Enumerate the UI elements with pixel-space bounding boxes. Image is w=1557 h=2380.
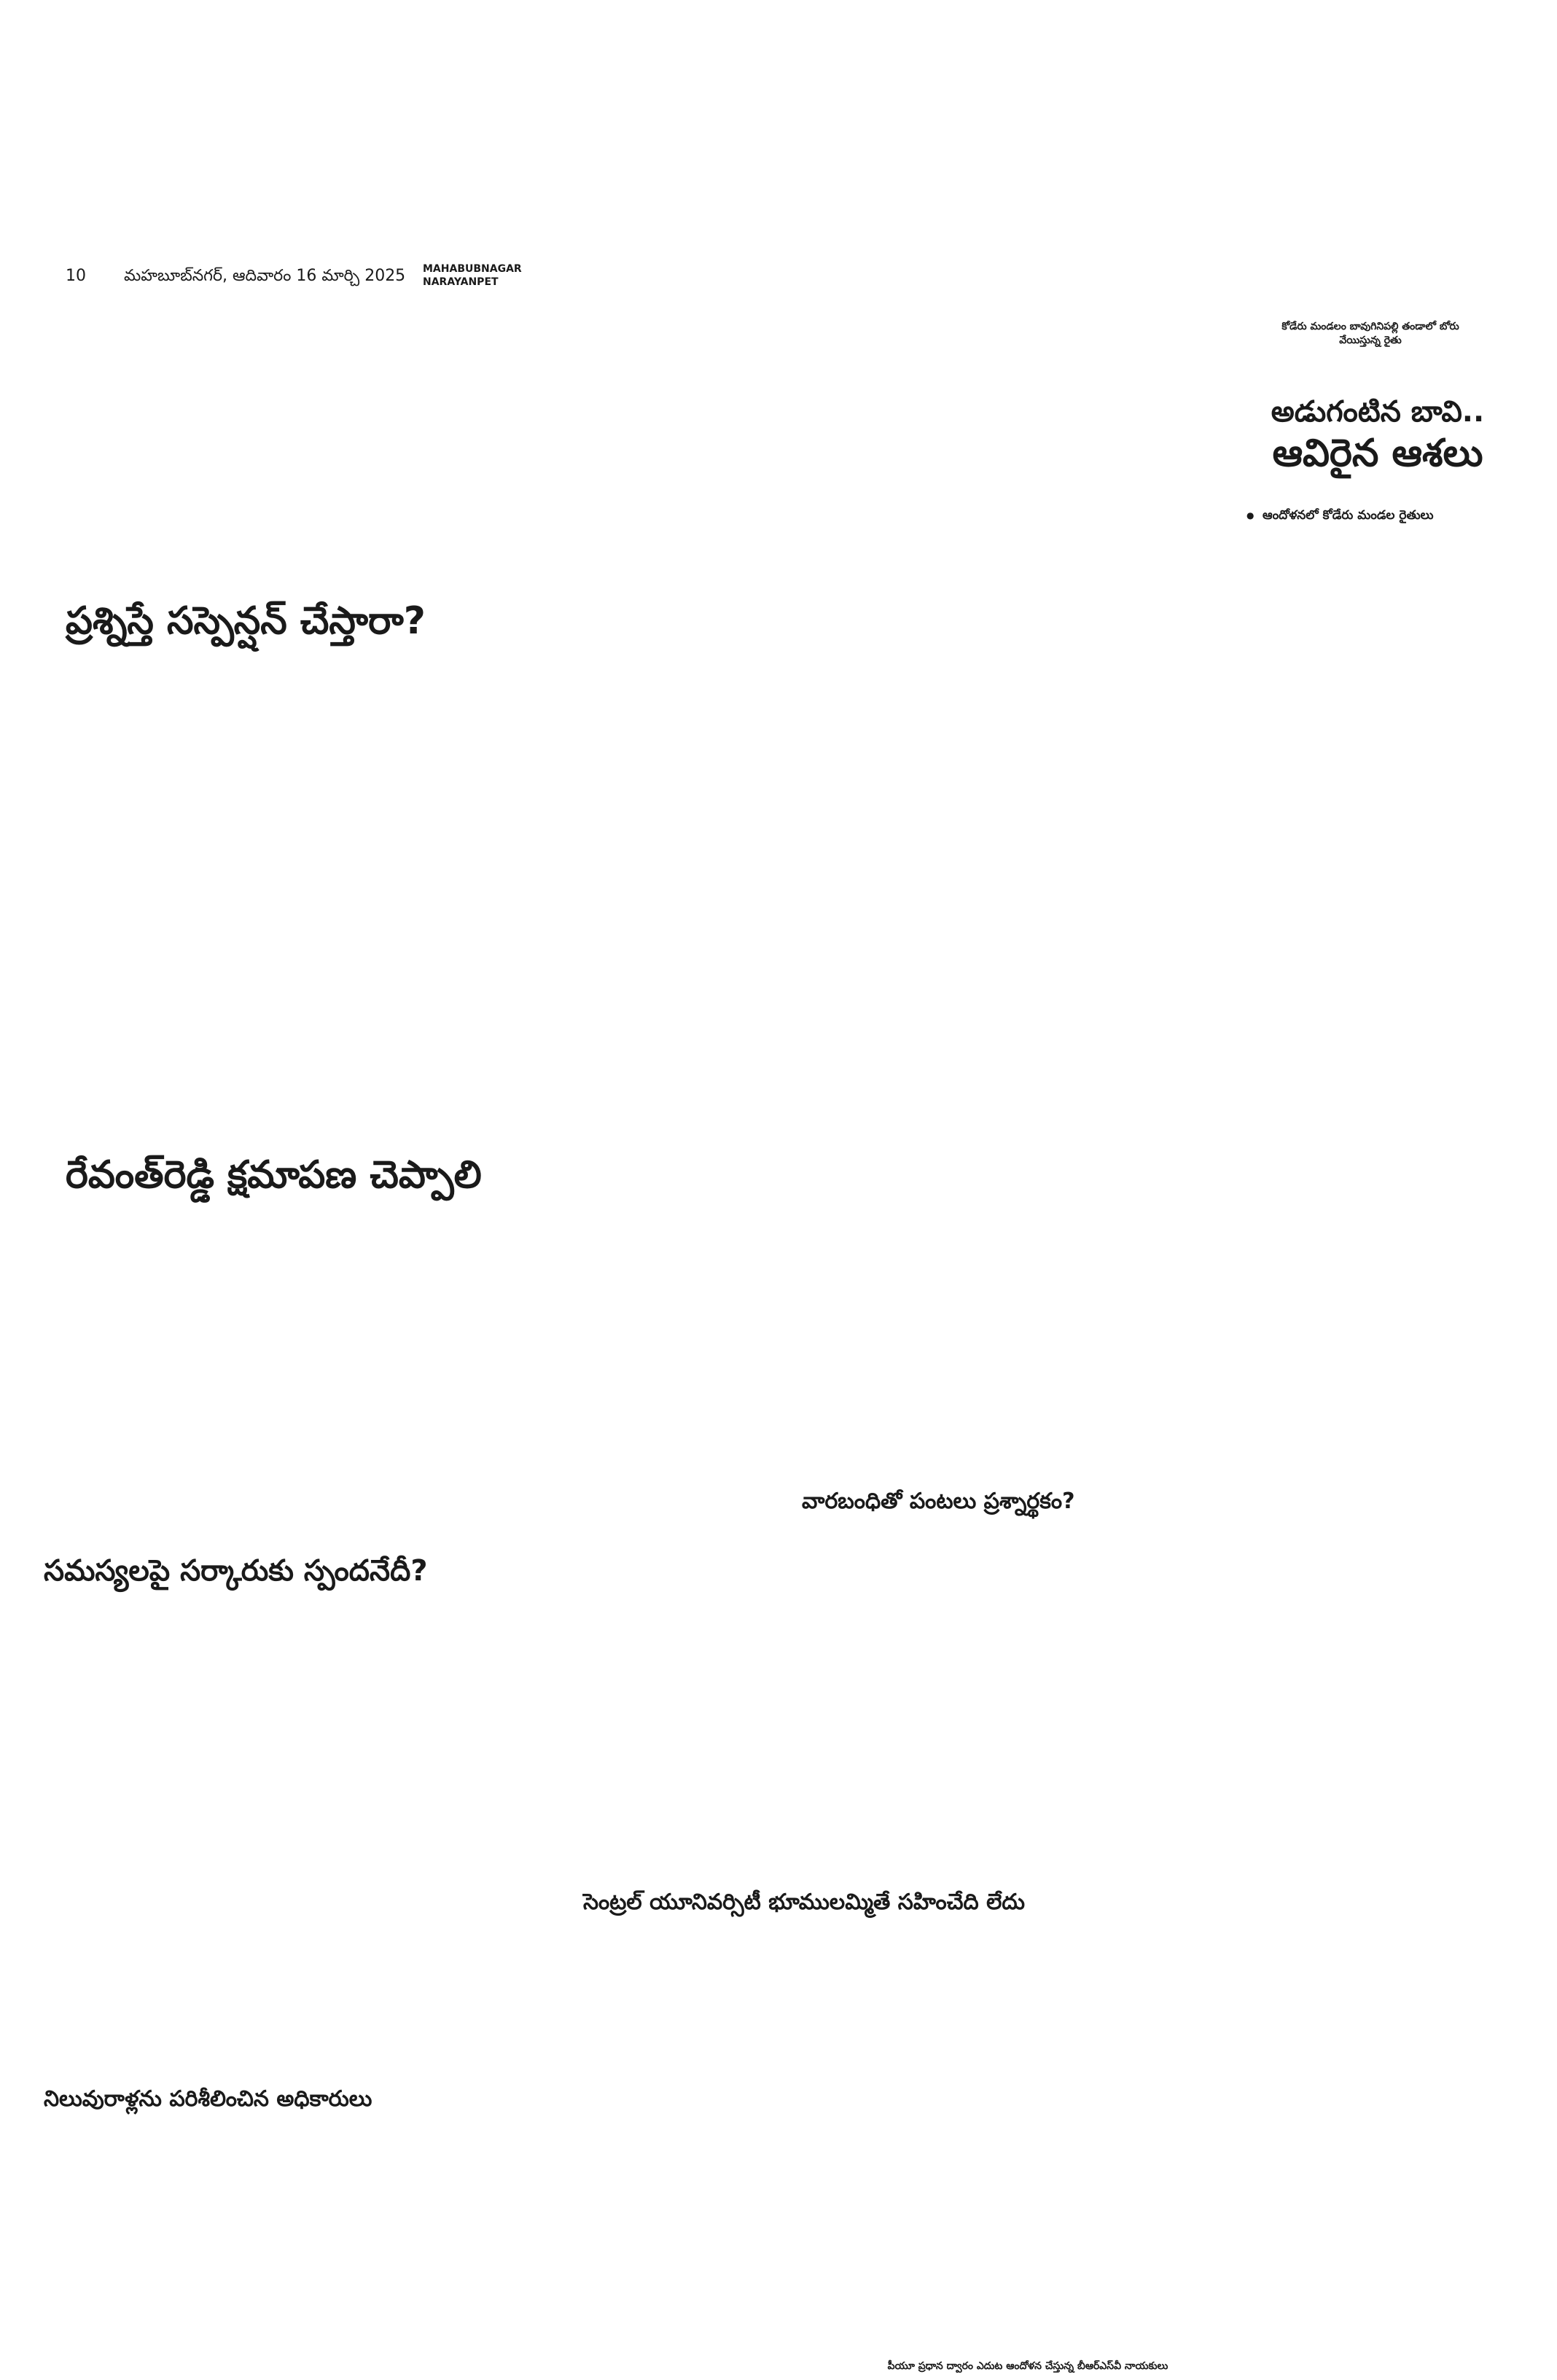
kodair-body [1232,532,1516,991]
bottom-caption: పీయూ ప్రధాన ద్వారం ఎదుట ఆందోళన చేస్తున్న బీఆర్‌ఎస్‌వీ నాయకులు [887,2360,1168,2372]
place-date: మహబూబ్‌నగర్, ఆదివారం 16 మార్చి 2025 [124,267,406,285]
problems-headline: సమస్యలపై సర్కారుకు స్పందనేదీ? [44,1554,428,1588]
right-column-article [1232,1203,1516,1786]
region-label: MAHABUBNAGAR NARAYANPET [423,263,522,288]
warabandi-body [795,1545,1217,1662]
page-number: 10 [66,267,86,285]
warabandi-headline: వారబంధితో పంటలు ప్రశ్నార్థకం? [802,1489,1075,1514]
kodair-headline: అడుగంటిన బావి.. ఆవిరైన ఆశలు [1271,395,1485,475]
kodair-subhead: ● ఆందోళనలో కోడేరు మండల రైతులు [1246,503,1509,528]
kodair-photo-caption: కోడేరు మండలం బావుగినిపల్లి తండాలో బోరు వేయిస్తున్న రైతు [1281,321,1459,346]
officials-headline: నిలువురాళ్లను పరిశీలించిన అధికారులు [44,2086,372,2112]
top-article-2 [893,47,1170,324]
apology-headline: రేవంత్‌రెడ్డి క్షమాపణ చెప్పాలి [66,1153,482,1197]
top-article-1 [554,47,867,324]
suspension-headline: ప్రశ్నిస్తే సస్పెన్షన్ చేస్తారా? [66,599,426,643]
university-headline: సెంట్రల్ యూనివర్సిటీ భూములమ్మితే సహించేది లేదు [583,1889,1025,1915]
officials-body [44,2129,773,2354]
photo-area [882,656,1203,948]
